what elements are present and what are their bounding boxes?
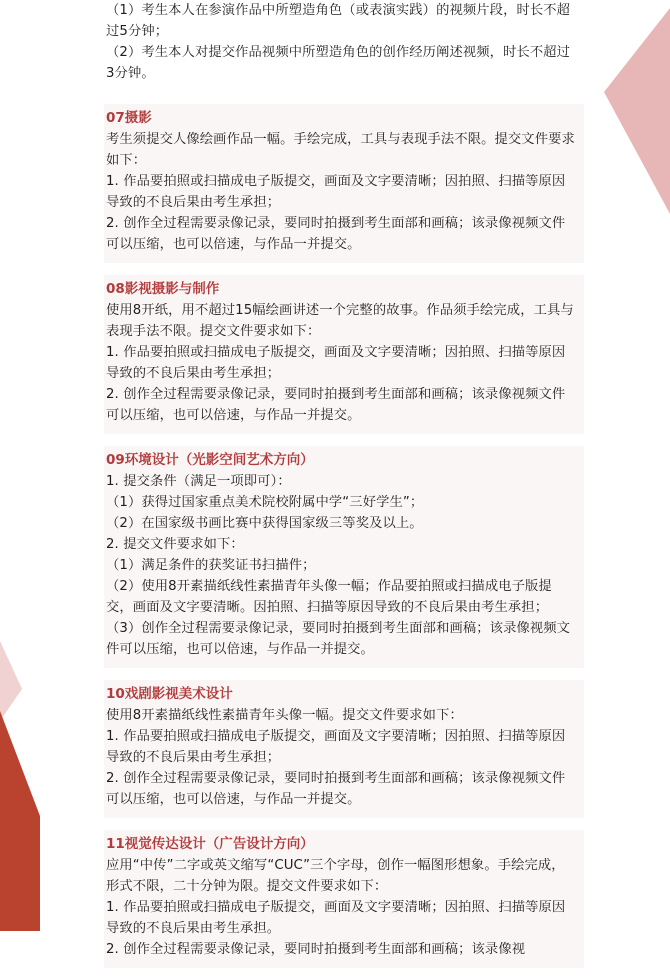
section-line: 2. 创作全过程需要录像记录，要同时拍摄到考生面部和画稿；该录像视频文件可以压缩，也可以倍速，与作品一并提交。: [106, 216, 566, 252]
section-line: （1）获得过国家重点美术院校附属中学“三好学生”；: [106, 495, 424, 510]
section-line: （1）满足条件的获奖证书扫描件；: [106, 558, 316, 573]
decorative-triangle-left: [0, 641, 48, 931]
intro-line: （1）考生本人在参演作品中所塑造角色（或表演实践）的视频片段，时长不超过5分钟；: [106, 3, 571, 39]
section-line: 使用8开纸，用不超过15幅绘画讲述一个完整的故事。作品须手绘完成，工具与表现手法不限。提交文件要求如下：: [106, 303, 574, 339]
section-title: 08影视摄影与制作: [106, 281, 220, 297]
section-10-drama-art-design: [104, 680, 584, 818]
section-line: 1. 作品要拍照或扫描成电子版提交，画面及文字要清晰；因拍照、扫描等原因导致的不良后果由考生承担。: [106, 900, 566, 936]
section-title: 11视觉传达设计（广告设计方向）: [106, 836, 314, 852]
section-line: 1. 作品要拍照或扫描成电子版提交，画面及文字要清晰；因拍照、扫描等原因导致的不良后果由考生承担；: [106, 174, 566, 210]
section-line: （2）使用8开素描纸线性素描青年头像一幅；作品要拍照或扫描成电子版提交，画面及文字要清晰。因拍照、扫描等原因导致的不良后果由考生承担；: [106, 579, 552, 615]
section-07-photography: [104, 104, 584, 263]
section-line: 2. 创作全过程需要录像记录，要同时拍摄到考生面部和画稿；该录像视频文件可以压缩，也可以倍速，与作品一并提交。: [106, 387, 566, 423]
section-title: 10戏剧影视美术设计: [106, 686, 233, 702]
decorative-triangle-right: [598, 0, 670, 220]
section-line: 1. 作品要拍照或扫描成电子版提交，画面及文字要清晰；因拍照、扫描等原因导致的不良后果由考生承担；: [106, 729, 566, 765]
section-08-film-photography: [104, 275, 584, 434]
section-line: 2. 创作全过程需要录像记录，要同时拍摄到考生面部和画稿；该录像视频文件可以压缩，也可以倍速，与作品一并提交。: [106, 771, 566, 807]
section-line: 1. 提交条件（满足一项即可）：: [106, 474, 291, 489]
intro-line: （2）考生本人对提交作品视频中所塑造角色的创作经历阐述视频，时长不超过3分钟。: [106, 45, 571, 81]
section-line: （2）在国家级书画比赛中获得国家级三等奖及以上。: [106, 516, 423, 531]
section-line: （3）创作全过程需要录像记录，要同时拍摄到考生面部和画稿；该录像视频文件可以压缩，也可以倍速，与作品一并提交。: [106, 621, 571, 657]
section-title: 09环境设计（光影空间艺术方向）: [106, 452, 314, 468]
section-line: 应用“中传”二字或英文缩写“CUC”三个字母，创作一幅图形想象。手绘完成，形式不限，二十分钟为限。提交文件要求如下：: [106, 858, 565, 894]
section-11-visual-communication: [104, 830, 584, 968]
section-line: 使用8开素描纸线性素描青年头像一幅。提交文件要求如下：: [106, 708, 463, 723]
section-line: 2. 提交文件要求如下：: [106, 537, 244, 552]
section-line: 1. 作品要拍照或扫描成电子版提交，画面及文字要清晰；因拍照、扫描等原因导致的不良后果由考生承担；: [106, 345, 566, 381]
intro-block: [104, 0, 584, 92]
section-09-environment-design: [104, 446, 584, 668]
section-title: 07摄影: [106, 110, 152, 126]
document-content: [104, 0, 584, 980]
section-line: 考生须提交人像绘画作品一幅。手绘完成，工具与表现手法不限。提交文件要求如下：: [106, 132, 575, 168]
section-line: 2. 创作全过程需要录像记录，要同时拍摄到考生面部和画稿；该录像视: [106, 942, 526, 957]
